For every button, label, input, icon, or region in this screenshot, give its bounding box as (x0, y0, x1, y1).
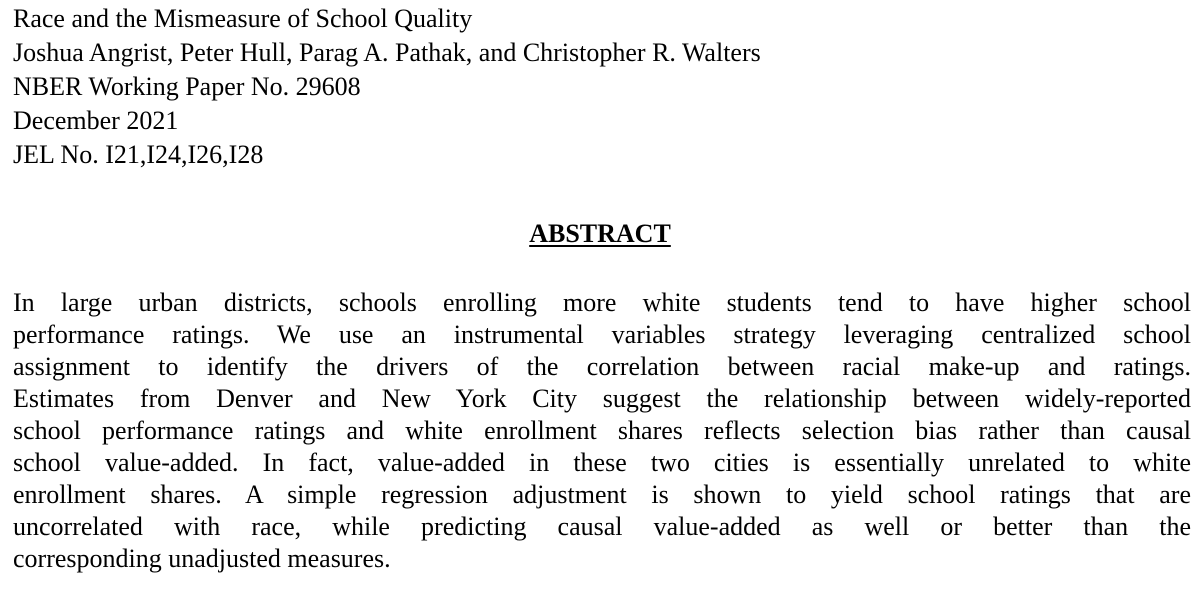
abstract-line: enrollment shares. A simple regression adjustment is shown to yield school ratings that are (13, 480, 1191, 509)
abstract-line: school value-added. In fact, value-added in these two cities is essentially unrelated to white (13, 448, 1191, 477)
paper-title: Race and the Mismeasure of School Quality (13, 4, 473, 33)
abstract-body (13, 287, 1191, 575)
abstract-line: corresponding unadjusted measures. (13, 544, 391, 573)
abstract-line: Estimates from Denver and New York City suggest the relationship between widely-reported (13, 384, 1191, 413)
abstract-line: school performance ratings and white enrollment shares reflects selection bias rather than causal (13, 416, 1191, 445)
paper-authors: Joshua Angrist, Peter Hull, Parag A. Pathak, and Christopher R. Walters (13, 38, 761, 67)
abstract-line: performance ratings. We use an instrumental variables strategy leveraging centralized school (13, 320, 1191, 349)
paper-jel-codes: JEL No. I21,I24,I26,I28 (13, 140, 264, 169)
abstract-heading: ABSTRACT (529, 219, 671, 248)
paper-date: December 2021 (13, 106, 179, 135)
paper-series: NBER Working Paper No. 29608 (13, 72, 361, 101)
paper-header (13, 2, 761, 172)
abstract-line: uncorrelated with race, while predicting causal value-added as well or better than the (13, 512, 1191, 541)
abstract-line: assignment to identify the drivers of the correlation between racial make-up and ratings. (13, 352, 1191, 381)
abstract-line: In large urban districts, schools enrolling more white students tend to have higher school (13, 288, 1191, 317)
